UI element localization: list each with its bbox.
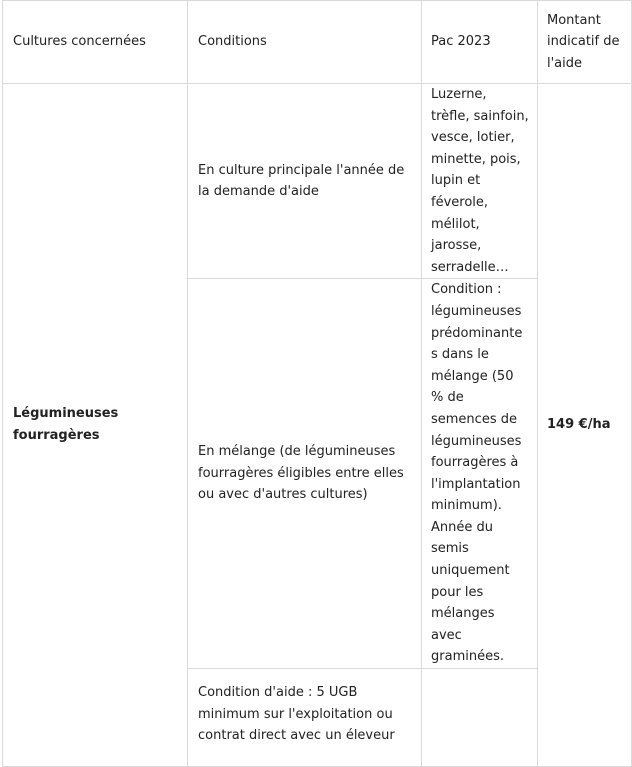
crop-name-cell: Légumineuses fourragères (3, 84, 188, 767)
condition-cell: En mélange (de légumineuses fourragères éligibles entre elles ou avec d'autres cultures) (188, 279, 422, 669)
condition-cell: Condition d'aide : 5 UGB minimum sur l'exploitation ou contrat direct avec un éleveur (188, 669, 422, 767)
pac-cell: Condition : légumineuses prédominantes dans le mélange (50 % de semences de légumineuses fourragères à l'implantation minimum). Année du semis uniquement pour les mélanges avec graminées. (422, 279, 538, 669)
pac-cell: Luzerne, trèfle, sainfoin, vesce, lotier, minette, pois, lupin et féverole, mélilot, jarosse, serradelle… (422, 84, 538, 279)
table-row (3, 84, 632, 279)
header-crops: Cultures concernées (3, 1, 188, 84)
aid-table (2, 0, 632, 767)
header-conditions: Conditions (188, 1, 422, 84)
header-amount: Montant indicatif de l'aide (538, 1, 632, 84)
pac-cell (422, 669, 538, 767)
header-pac: Pac 2023 (422, 1, 538, 84)
condition-cell: En culture principale l'année de la demande d'aide (188, 84, 422, 279)
table-header-row (3, 1, 632, 84)
amount-cell: 149 €/ha (538, 84, 632, 767)
